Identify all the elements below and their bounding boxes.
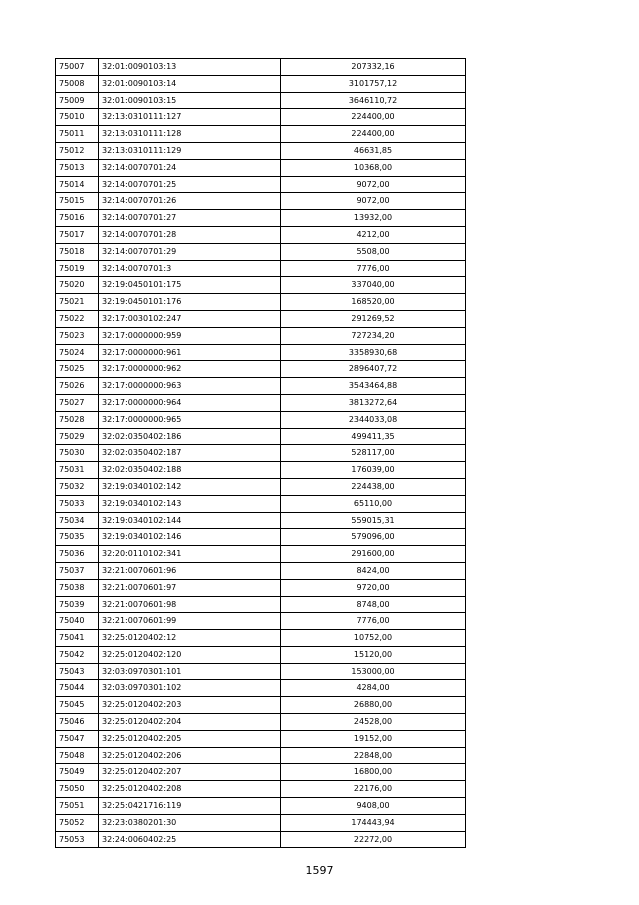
- cadastral-value-cell: 22272,00: [281, 831, 466, 848]
- cadastral-number-cell: 32:17:0000000:963: [99, 378, 281, 395]
- cadastral-value-cell: 2344033,08: [281, 411, 466, 428]
- table-row: [56, 495, 466, 512]
- page-number: 1597: [305, 864, 334, 877]
- cadastral-value-cell: 168520,00: [281, 294, 466, 311]
- row-number-cell: 75007: [56, 59, 99, 76]
- row-number-cell: 75017: [56, 226, 99, 243]
- row-number-cell: 75012: [56, 142, 99, 159]
- cadastral-value-cell: 22176,00: [281, 781, 466, 798]
- table-row: [56, 680, 466, 697]
- cadastral-value-cell: 3358930,68: [281, 344, 466, 361]
- table-row: [56, 781, 466, 798]
- cadastral-number-cell: 32:02:0350402:188: [99, 462, 281, 479]
- table-row: [56, 714, 466, 731]
- table-row: [56, 630, 466, 647]
- table-row: [56, 226, 466, 243]
- cadastral-number-cell: 32:19:0340102:144: [99, 512, 281, 529]
- table-row: [56, 75, 466, 92]
- cadastral-number-cell: 32:21:0070601:98: [99, 596, 281, 613]
- row-number-cell: 75036: [56, 546, 99, 563]
- table-row: [56, 562, 466, 579]
- cadastral-number-cell: 32:19:0450101:176: [99, 294, 281, 311]
- cadastral-number-cell: 32:14:0070701:29: [99, 243, 281, 260]
- cadastral-number-cell: 32:02:0350402:186: [99, 428, 281, 445]
- cadastral-value-cell: 9072,00: [281, 176, 466, 193]
- row-number-cell: 75047: [56, 730, 99, 747]
- cadastral-value-cell: 10752,00: [281, 630, 466, 647]
- table-row: [56, 193, 466, 210]
- cadastral-number-cell: 32:14:0070701:25: [99, 176, 281, 193]
- cadastral-value-cell: 9408,00: [281, 798, 466, 815]
- cadastral-value-cell: 224438,00: [281, 478, 466, 495]
- cadastral-value-cell: 176039,00: [281, 462, 466, 479]
- cadastral-value-cell: 15120,00: [281, 646, 466, 663]
- cadastral-value-table: [55, 58, 466, 848]
- cadastral-value-cell: 46631,85: [281, 142, 466, 159]
- cadastral-number-cell: 32:14:0070701:3: [99, 260, 281, 277]
- row-number-cell: 75026: [56, 378, 99, 395]
- table-row: [56, 445, 466, 462]
- table-row: [56, 663, 466, 680]
- row-number-cell: 75045: [56, 697, 99, 714]
- table-row: [56, 327, 466, 344]
- cadastral-value-cell: 8748,00: [281, 596, 466, 613]
- cadastral-number-cell: 32:17:0000000:965: [99, 411, 281, 428]
- row-number-cell: 75040: [56, 613, 99, 630]
- cadastral-number-cell: 32:19:0450101:175: [99, 277, 281, 294]
- cadastral-value-cell: 65110,00: [281, 495, 466, 512]
- cadastral-value-cell: 3813272,64: [281, 394, 466, 411]
- table-row: [56, 814, 466, 831]
- row-number-cell: 75041: [56, 630, 99, 647]
- cadastral-number-cell: 32:14:0070701:24: [99, 159, 281, 176]
- cadastral-number-cell: 32:02:0350402:187: [99, 445, 281, 462]
- row-number-cell: 75010: [56, 109, 99, 126]
- table-row: [56, 344, 466, 361]
- cadastral-value-cell: 174443,94: [281, 814, 466, 831]
- row-number-cell: 75027: [56, 394, 99, 411]
- row-number-cell: 75029: [56, 428, 99, 445]
- row-number-cell: 75033: [56, 495, 99, 512]
- cadastral-number-cell: 32:17:0000000:961: [99, 344, 281, 361]
- table-row: [56, 529, 466, 546]
- cadastral-value-cell: 2896407,72: [281, 361, 466, 378]
- table-row: [56, 613, 466, 630]
- table-row: [56, 378, 466, 395]
- table-row: [56, 596, 466, 613]
- table-row: [56, 512, 466, 529]
- table-body: [56, 59, 466, 848]
- cadastral-number-cell: 32:25:0120402:205: [99, 730, 281, 747]
- row-number-cell: 75020: [56, 277, 99, 294]
- cadastral-value-cell: 291269,52: [281, 310, 466, 327]
- table-row: [56, 646, 466, 663]
- cadastral-value-cell: 224400,00: [281, 109, 466, 126]
- cadastral-number-cell: 32:20:0110102:341: [99, 546, 281, 563]
- cadastral-value-cell: 559015,31: [281, 512, 466, 529]
- cadastral-value-cell: 10368,00: [281, 159, 466, 176]
- cadastral-number-cell: 32:25:0120402:206: [99, 747, 281, 764]
- table-row: [56, 176, 466, 193]
- row-number-cell: 75028: [56, 411, 99, 428]
- row-number-cell: 75013: [56, 159, 99, 176]
- cadastral-number-cell: 32:19:0340102:142: [99, 478, 281, 495]
- cadastral-value-cell: 7776,00: [281, 260, 466, 277]
- row-number-cell: 75044: [56, 680, 99, 697]
- row-number-cell: 75034: [56, 512, 99, 529]
- table-row: [56, 277, 466, 294]
- cadastral-number-cell: 32:14:0070701:27: [99, 210, 281, 227]
- cadastral-value-cell: 528117,00: [281, 445, 466, 462]
- cadastral-value-cell: 579096,00: [281, 529, 466, 546]
- cadastral-number-cell: 32:17:0030102:247: [99, 310, 281, 327]
- cadastral-number-cell: 32:19:0340102:146: [99, 529, 281, 546]
- row-number-cell: 75032: [56, 478, 99, 495]
- cadastral-number-cell: 32:25:0120402:120: [99, 646, 281, 663]
- row-number-cell: 75049: [56, 764, 99, 781]
- cadastral-value-cell: 3646110,72: [281, 92, 466, 109]
- table-row: [56, 260, 466, 277]
- cadastral-number-cell: 32:14:0070701:28: [99, 226, 281, 243]
- table-row: [56, 310, 466, 327]
- cadastral-number-cell: 32:17:0000000:964: [99, 394, 281, 411]
- table-row: [56, 109, 466, 126]
- row-number-cell: 75042: [56, 646, 99, 663]
- cadastral-number-cell: 32:25:0120402:208: [99, 781, 281, 798]
- table-row: [56, 210, 466, 227]
- cadastral-value-cell: 9720,00: [281, 579, 466, 596]
- table-row: [56, 361, 466, 378]
- row-number-cell: 75014: [56, 176, 99, 193]
- table-row: [56, 59, 466, 76]
- row-number-cell: 75052: [56, 814, 99, 831]
- cadastral-number-cell: 32:25:0421716:119: [99, 798, 281, 815]
- cadastral-value-cell: 22848,00: [281, 747, 466, 764]
- row-number-cell: 75015: [56, 193, 99, 210]
- row-number-cell: 75021: [56, 294, 99, 311]
- table-row: [56, 159, 466, 176]
- cadastral-number-cell: 32:21:0070601:96: [99, 562, 281, 579]
- row-number-cell: 75030: [56, 445, 99, 462]
- row-number-cell: 75037: [56, 562, 99, 579]
- cadastral-value-cell: 5508,00: [281, 243, 466, 260]
- table-row: [56, 142, 466, 159]
- cadastral-number-cell: 32:25:0120402:12: [99, 630, 281, 647]
- cadastral-value-cell: 4284,00: [281, 680, 466, 697]
- table-row: [56, 764, 466, 781]
- cadastral-number-cell: 32:24:0060402:25: [99, 831, 281, 848]
- cadastral-number-cell: 32:21:0070601:97: [99, 579, 281, 596]
- cadastral-value-cell: 3543464,88: [281, 378, 466, 395]
- row-number-cell: 75050: [56, 781, 99, 798]
- row-number-cell: 75016: [56, 210, 99, 227]
- cadastral-number-cell: 32:25:0120402:204: [99, 714, 281, 731]
- cadastral-value-cell: 8424,00: [281, 562, 466, 579]
- cadastral-number-cell: 32:13:0310111:129: [99, 142, 281, 159]
- cadastral-value-cell: 16800,00: [281, 764, 466, 781]
- table-row: [56, 478, 466, 495]
- table-row: [56, 831, 466, 848]
- table-row: [56, 747, 466, 764]
- cadastral-number-cell: 32:17:0000000:959: [99, 327, 281, 344]
- row-number-cell: 75018: [56, 243, 99, 260]
- table-row: [56, 546, 466, 563]
- cadastral-value-cell: 3101757,12: [281, 75, 466, 92]
- cadastral-number-cell: 32:13:0310111:128: [99, 126, 281, 143]
- cadastral-value-cell: 7776,00: [281, 613, 466, 630]
- table-row: [56, 243, 466, 260]
- row-number-cell: 75023: [56, 327, 99, 344]
- row-number-cell: 75025: [56, 361, 99, 378]
- table-row: [56, 428, 466, 445]
- cadastral-value-cell: 19152,00: [281, 730, 466, 747]
- row-number-cell: 75031: [56, 462, 99, 479]
- cadastral-value-cell: 24528,00: [281, 714, 466, 731]
- table-row: [56, 579, 466, 596]
- table-row: [56, 798, 466, 815]
- cadastral-number-cell: 32:01:0090103:14: [99, 75, 281, 92]
- cadastral-value-cell: 13932,00: [281, 210, 466, 227]
- cadastral-value-cell: 207332,16: [281, 59, 466, 76]
- cadastral-number-cell: 32:25:0120402:203: [99, 697, 281, 714]
- table-row: [56, 294, 466, 311]
- cadastral-value-cell: 224400,00: [281, 126, 466, 143]
- row-number-cell: 75011: [56, 126, 99, 143]
- cadastral-number-cell: 32:01:0090103:13: [99, 59, 281, 76]
- cadastral-number-cell: 32:01:0090103:15: [99, 92, 281, 109]
- cadastral-value-cell: 499411,35: [281, 428, 466, 445]
- cadastral-value-cell: 9072,00: [281, 193, 466, 210]
- row-number-cell: 75024: [56, 344, 99, 361]
- table-row: [56, 126, 466, 143]
- cadastral-number-cell: 32:23:0380201:30: [99, 814, 281, 831]
- cadastral-number-cell: 32:03:0970301:102: [99, 680, 281, 697]
- cadastral-value-cell: 26880,00: [281, 697, 466, 714]
- cadastral-number-cell: 32:14:0070701:26: [99, 193, 281, 210]
- table-row: [56, 730, 466, 747]
- table-row: [56, 394, 466, 411]
- row-number-cell: 75038: [56, 579, 99, 596]
- cadastral-number-cell: 32:17:0000000:962: [99, 361, 281, 378]
- row-number-cell: 75048: [56, 747, 99, 764]
- cadastral-number-cell: 32:03:0970301:101: [99, 663, 281, 680]
- table-row: [56, 697, 466, 714]
- row-number-cell: 75019: [56, 260, 99, 277]
- cadastral-number-cell: 32:19:0340102:143: [99, 495, 281, 512]
- row-number-cell: 75043: [56, 663, 99, 680]
- cadastral-number-cell: 32:21:0070601:99: [99, 613, 281, 630]
- cadastral-value-cell: 337040,00: [281, 277, 466, 294]
- cadastral-value-cell: 4212,00: [281, 226, 466, 243]
- row-number-cell: 75035: [56, 529, 99, 546]
- row-number-cell: 75009: [56, 92, 99, 109]
- row-number-cell: 75046: [56, 714, 99, 731]
- table-row: [56, 462, 466, 479]
- cadastral-value-cell: 291600,00: [281, 546, 466, 563]
- row-number-cell: 75039: [56, 596, 99, 613]
- row-number-cell: 75022: [56, 310, 99, 327]
- row-number-cell: 75008: [56, 75, 99, 92]
- cadastral-number-cell: 32:13:0310111:127: [99, 109, 281, 126]
- table-row: [56, 411, 466, 428]
- cadastral-value-cell: 727234,20: [281, 327, 466, 344]
- row-number-cell: 75053: [56, 831, 99, 848]
- cadastral-number-cell: 32:25:0120402:207: [99, 764, 281, 781]
- row-number-cell: 75051: [56, 798, 99, 815]
- table-row: [56, 92, 466, 109]
- cadastral-value-cell: 153000,00: [281, 663, 466, 680]
